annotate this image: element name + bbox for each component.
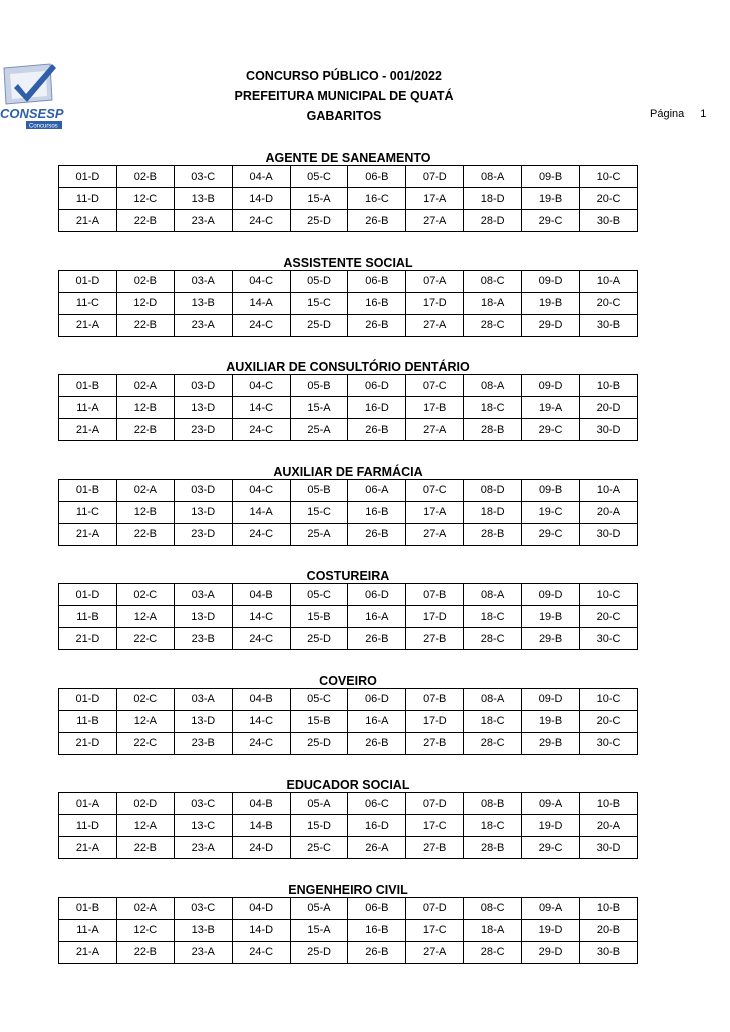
answer-row xyxy=(59,710,638,732)
answer-cell: 03-D xyxy=(174,479,232,501)
section-title: COSTUREIRA xyxy=(306,569,390,583)
answer-row xyxy=(59,397,638,419)
answer-cell: 12-C xyxy=(116,188,174,210)
answer-cell: 19-B xyxy=(522,606,580,628)
answer-cell: 20-A xyxy=(580,815,638,837)
answer-cell: 07-A xyxy=(406,270,464,292)
answer-cell: 29-C xyxy=(522,419,580,441)
answer-cell: 05-B xyxy=(290,479,348,501)
answer-cell: 15-A xyxy=(290,397,348,419)
answer-cell: 16-B xyxy=(348,919,406,941)
svg-text:Concursos: Concursos xyxy=(29,123,58,130)
answer-key-section xyxy=(58,355,638,460)
answer-cell: 02-B xyxy=(116,166,174,188)
answer-keys-title: GABARITOS xyxy=(306,109,382,123)
page-label: Página xyxy=(650,108,685,120)
answer-cell: 22-B xyxy=(116,837,174,859)
answer-cell: 29-C xyxy=(522,523,580,545)
answer-row xyxy=(59,628,638,650)
answer-cell: 13-D xyxy=(174,606,232,628)
answer-cell: 20-B xyxy=(580,919,638,941)
answer-cell: 20-C xyxy=(580,710,638,732)
answer-row xyxy=(59,688,638,710)
answer-cell: 04-B xyxy=(232,793,290,815)
answer-cell: 11-D xyxy=(59,815,117,837)
answer-row xyxy=(59,270,638,292)
answer-cell: 03-D xyxy=(174,375,232,397)
answer-cell: 13-C xyxy=(174,815,232,837)
answer-table xyxy=(58,792,638,859)
answer-cell: 05-A xyxy=(290,897,348,919)
answer-cell: 06-C xyxy=(348,793,406,815)
answer-cell: 10-C xyxy=(580,166,638,188)
answer-cell: 07-B xyxy=(406,688,464,710)
answer-cell: 07-D xyxy=(406,793,464,815)
answer-cell: 19-B xyxy=(522,292,580,314)
answer-cell: 13-D xyxy=(174,710,232,732)
answer-cell: 11-B xyxy=(59,606,117,628)
answer-cell: 22-B xyxy=(116,419,174,441)
answer-cell: 04-B xyxy=(232,688,290,710)
section-title: ASSISTENTE SOCIAL xyxy=(283,255,413,270)
page-indicator xyxy=(650,108,706,120)
answer-cell: 03-C xyxy=(174,793,232,815)
answer-cell: 06-D xyxy=(348,375,406,397)
answer-row xyxy=(59,210,638,232)
answer-cell: 25-C xyxy=(290,837,348,859)
answer-cell: 06-D xyxy=(348,584,406,606)
answer-cell: 08-A xyxy=(464,584,522,606)
answer-cell: 22-B xyxy=(116,210,174,232)
answer-cell: 25-D xyxy=(290,628,348,650)
answer-cell: 30-C xyxy=(580,732,638,754)
answer-cell: 21-D xyxy=(59,732,117,754)
answer-row xyxy=(59,606,638,628)
answer-cell: 11-B xyxy=(59,710,117,732)
answer-table xyxy=(58,374,638,441)
answer-cell: 26-B xyxy=(348,628,406,650)
answer-cell: 25-A xyxy=(290,419,348,441)
answer-cell: 05-B xyxy=(290,375,348,397)
answer-cell: 03-A xyxy=(174,584,232,606)
answer-key-section xyxy=(58,773,638,878)
answer-row xyxy=(59,793,638,815)
answer-cell: 17-D xyxy=(406,292,464,314)
answer-cell: 24-C xyxy=(232,523,290,545)
answer-cell: 04-B xyxy=(232,584,290,606)
answer-cell: 12-D xyxy=(116,292,174,314)
answer-cell: 07-D xyxy=(406,166,464,188)
answer-cell: 15-C xyxy=(290,292,348,314)
section-title: AGENTE DE SANEAMENTO xyxy=(265,151,431,165)
answer-cell: 13-B xyxy=(174,919,232,941)
answer-cell: 02-A xyxy=(116,375,174,397)
answer-cell: 16-D xyxy=(348,815,406,837)
answer-cell: 23-A xyxy=(174,837,232,859)
consesp-logo xyxy=(0,62,64,132)
answer-cell: 01-D xyxy=(59,166,117,188)
answer-cell: 28-B xyxy=(464,419,522,441)
answer-cell: 25-D xyxy=(290,941,348,963)
answer-cell: 17-C xyxy=(406,815,464,837)
answer-cell: 08-C xyxy=(464,897,522,919)
svg-text:CONSESP: CONSESP xyxy=(0,106,64,121)
answer-cell: 22-B xyxy=(116,523,174,545)
answer-cell: 30-D xyxy=(580,523,638,545)
answer-cell: 11-A xyxy=(59,919,117,941)
answer-cell: 29-D xyxy=(522,314,580,336)
answer-cell: 18-C xyxy=(464,397,522,419)
answer-cell: 03-A xyxy=(174,270,232,292)
answer-cell: 22-C xyxy=(116,628,174,650)
answer-cell: 11-C xyxy=(59,292,117,314)
answer-cell: 08-A xyxy=(464,688,522,710)
answer-cell: 08-B xyxy=(464,793,522,815)
answer-cell: 17-A xyxy=(406,501,464,523)
answer-cell: 26-B xyxy=(348,314,406,336)
answer-cell: 02-C xyxy=(116,584,174,606)
answer-cell: 06-B xyxy=(348,166,406,188)
answer-cell: 17-A xyxy=(406,188,464,210)
answer-cell: 16-C xyxy=(348,188,406,210)
answer-cell: 21-A xyxy=(59,837,117,859)
answer-cell: 23-A xyxy=(174,941,232,963)
answer-cell: 18-C xyxy=(464,710,522,732)
answer-cell: 29-B xyxy=(522,732,580,754)
answer-cell: 11-A xyxy=(59,397,117,419)
answer-cell: 14-A xyxy=(232,292,290,314)
answer-cell: 21-A xyxy=(59,314,117,336)
answer-row xyxy=(59,897,638,919)
answer-cell: 25-D xyxy=(290,314,348,336)
answer-cell: 16-A xyxy=(348,606,406,628)
answer-cell: 26-B xyxy=(348,732,406,754)
answer-cell: 13-D xyxy=(174,397,232,419)
answer-cell: 29-B xyxy=(522,628,580,650)
answer-cell: 30-D xyxy=(580,419,638,441)
answer-cell: 03-C xyxy=(174,166,232,188)
answer-cell: 28-D xyxy=(464,210,522,232)
answer-cell: 28-C xyxy=(464,941,522,963)
answer-cell: 06-B xyxy=(348,270,406,292)
answer-cell: 05-C xyxy=(290,166,348,188)
answer-cell: 02-A xyxy=(116,897,174,919)
answer-cell: 29-C xyxy=(522,837,580,859)
answer-row xyxy=(59,732,638,754)
answer-cell: 28-C xyxy=(464,628,522,650)
answer-cell: 04-A xyxy=(232,166,290,188)
answer-cell: 16-B xyxy=(348,501,406,523)
answer-cell: 22-B xyxy=(116,941,174,963)
answer-cell: 27-A xyxy=(406,941,464,963)
answer-cell: 15-D xyxy=(290,815,348,837)
answer-cell: 09-D xyxy=(522,270,580,292)
answer-cell: 23-D xyxy=(174,419,232,441)
section-title: EDUCADOR SOCIAL xyxy=(286,778,410,792)
answer-cell: 22-B xyxy=(116,314,174,336)
answer-cell: 24-C xyxy=(232,210,290,232)
answer-cell: 05-C xyxy=(290,688,348,710)
answer-cell: 28-B xyxy=(464,523,522,545)
answer-table xyxy=(58,479,638,546)
answer-cell: 08-D xyxy=(464,479,522,501)
answer-cell: 26-B xyxy=(348,210,406,232)
answer-cell: 04-C xyxy=(232,270,290,292)
answer-cell: 26-B xyxy=(348,941,406,963)
section-title: AUXILIAR DE FARMÁCIA xyxy=(273,464,423,479)
answer-cell: 17-B xyxy=(406,397,464,419)
answer-cell: 11-D xyxy=(59,188,117,210)
answer-cell: 27-B xyxy=(406,837,464,859)
answer-cell: 01-A xyxy=(59,793,117,815)
answer-key-section xyxy=(58,669,638,774)
answer-cell: 12-A xyxy=(116,815,174,837)
answer-cell: 17-D xyxy=(406,710,464,732)
answer-cell: 13-B xyxy=(174,292,232,314)
answer-cell: 10-A xyxy=(580,270,638,292)
answer-table xyxy=(58,165,638,232)
answer-cell: 12-A xyxy=(116,606,174,628)
answer-cell: 18-C xyxy=(464,606,522,628)
answer-cell: 12-A xyxy=(116,710,174,732)
answer-cell: 13-D xyxy=(174,501,232,523)
answer-cell: 30-B xyxy=(580,941,638,963)
answer-cell: 14-C xyxy=(232,710,290,732)
answer-cell: 07-C xyxy=(406,479,464,501)
answer-cell: 20-C xyxy=(580,606,638,628)
answer-row xyxy=(59,188,638,210)
answer-cell: 09-B xyxy=(522,166,580,188)
answer-cell: 27-A xyxy=(406,419,464,441)
answer-cell: 24-C xyxy=(232,732,290,754)
answer-cell: 13-B xyxy=(174,188,232,210)
answer-cell: 18-A xyxy=(464,919,522,941)
answer-cell: 06-D xyxy=(348,688,406,710)
answer-cell: 15-C xyxy=(290,501,348,523)
answer-cell: 19-D xyxy=(522,815,580,837)
answer-row xyxy=(59,501,638,523)
answer-cell: 26-B xyxy=(348,419,406,441)
answer-cell: 18-A xyxy=(464,292,522,314)
answer-cell: 20-C xyxy=(580,292,638,314)
answer-cell: 14-A xyxy=(232,501,290,523)
answer-cell: 10-C xyxy=(580,584,638,606)
contest-title: CONCURSO PÚBLICO - 001/2022 xyxy=(246,69,442,83)
answer-row xyxy=(59,584,638,606)
answer-cell: 01-B xyxy=(59,897,117,919)
answer-cell: 28-C xyxy=(464,314,522,336)
answer-cell: 04-D xyxy=(232,897,290,919)
answer-cell: 27-A xyxy=(406,314,464,336)
answer-cell: 17-D xyxy=(406,606,464,628)
answer-key-section xyxy=(58,460,638,565)
answer-cell: 04-C xyxy=(232,479,290,501)
answer-cell: 07-D xyxy=(406,897,464,919)
answer-cell: 10-C xyxy=(580,688,638,710)
answer-cell: 12-B xyxy=(116,501,174,523)
answer-cell: 09-A xyxy=(522,897,580,919)
section-title: AUXILIAR DE CONSULTÓRIO DENTÁRIO xyxy=(226,360,470,374)
answer-cell: 21-A xyxy=(59,419,117,441)
answer-cell: 20-D xyxy=(580,397,638,419)
answer-cell: 29-C xyxy=(522,210,580,232)
answer-row xyxy=(59,375,638,397)
answer-cell: 23-A xyxy=(174,314,232,336)
section-title: COVEIRO xyxy=(319,673,377,688)
answer-cell: 01-D xyxy=(59,688,117,710)
answer-cell: 02-B xyxy=(116,270,174,292)
answer-cell: 23-A xyxy=(174,210,232,232)
answer-cell: 09-A xyxy=(522,793,580,815)
answer-cell: 01-B xyxy=(59,479,117,501)
answer-row xyxy=(59,919,638,941)
answer-cell: 20-A xyxy=(580,501,638,523)
answer-cell: 25-A xyxy=(290,523,348,545)
answer-cell: 16-A xyxy=(348,710,406,732)
answer-row xyxy=(59,523,638,545)
answer-cell: 14-C xyxy=(232,606,290,628)
answer-cell: 23-D xyxy=(174,523,232,545)
answer-cell: 14-B xyxy=(232,815,290,837)
answer-cell: 21-A xyxy=(59,941,117,963)
answer-cell: 08-C xyxy=(464,270,522,292)
answer-cell: 18-D xyxy=(464,188,522,210)
answer-cell: 21-D xyxy=(59,628,117,650)
answer-row xyxy=(59,815,638,837)
answer-cell: 01-B xyxy=(59,375,117,397)
answer-table xyxy=(58,688,638,755)
answer-cell: 23-B xyxy=(174,628,232,650)
answer-cell: 21-A xyxy=(59,210,117,232)
answer-cell: 07-C xyxy=(406,375,464,397)
answer-cell: 19-A xyxy=(522,397,580,419)
answer-cell: 28-C xyxy=(464,732,522,754)
answer-cell: 28-B xyxy=(464,837,522,859)
answer-cell: 30-B xyxy=(580,210,638,232)
answer-cell: 06-A xyxy=(348,479,406,501)
answer-cell: 08-A xyxy=(464,375,522,397)
answer-row xyxy=(59,292,638,314)
answer-cell: 14-D xyxy=(232,919,290,941)
answer-cell: 23-B xyxy=(174,732,232,754)
answer-key-section xyxy=(58,146,638,251)
answer-cell: 24-D xyxy=(232,837,290,859)
answer-cell: 24-C xyxy=(232,314,290,336)
answer-cell: 10-A xyxy=(580,479,638,501)
answer-cell: 15-B xyxy=(290,606,348,628)
answer-cell: 10-B xyxy=(580,897,638,919)
answer-cell: 16-D xyxy=(348,397,406,419)
answer-cell: 30-C xyxy=(580,628,638,650)
answer-cell: 15-A xyxy=(290,188,348,210)
answer-cell: 03-A xyxy=(174,688,232,710)
answer-cell: 05-A xyxy=(290,793,348,815)
answer-cell: 01-D xyxy=(59,584,117,606)
answer-cell: 07-B xyxy=(406,584,464,606)
answer-cell: 24-C xyxy=(232,419,290,441)
answer-key-section xyxy=(58,251,638,356)
page-number: 1 xyxy=(700,108,707,120)
answer-cell: 02-D xyxy=(116,793,174,815)
answer-cell: 12-C xyxy=(116,919,174,941)
municipality-title: PREFEITURA MUNICIPAL DE QUATÁ xyxy=(234,89,454,103)
answer-cell: 14-D xyxy=(232,188,290,210)
answer-cell: 26-B xyxy=(348,523,406,545)
answer-cell: 09-D xyxy=(522,584,580,606)
answer-table xyxy=(58,897,638,964)
answer-cell: 08-A xyxy=(464,166,522,188)
answer-cell: 12-B xyxy=(116,397,174,419)
answer-cell: 30-B xyxy=(580,314,638,336)
answer-row xyxy=(59,837,638,859)
answer-cell: 30-D xyxy=(580,837,638,859)
answer-cell: 02-C xyxy=(116,688,174,710)
answer-cell: 09-D xyxy=(522,375,580,397)
answer-table xyxy=(58,270,638,337)
answer-cell: 21-A xyxy=(59,523,117,545)
answer-cell: 25-D xyxy=(290,210,348,232)
answer-cell: 18-C xyxy=(464,815,522,837)
answer-cell: 29-D xyxy=(522,941,580,963)
answer-row xyxy=(59,314,638,336)
answer-cell: 04-C xyxy=(232,375,290,397)
answer-cell: 02-A xyxy=(116,479,174,501)
answer-cell: 09-D xyxy=(522,688,580,710)
answer-cell: 19-B xyxy=(522,710,580,732)
answer-cell: 10-B xyxy=(580,375,638,397)
answer-key-sections xyxy=(58,146,638,982)
answer-cell: 14-C xyxy=(232,397,290,419)
answer-cell: 10-B xyxy=(580,793,638,815)
answer-row xyxy=(59,419,638,441)
answer-cell: 16-B xyxy=(348,292,406,314)
answer-cell: 15-A xyxy=(290,919,348,941)
answer-row xyxy=(59,479,638,501)
answer-row xyxy=(59,941,638,963)
answer-cell: 25-D xyxy=(290,732,348,754)
answer-cell: 20-C xyxy=(580,188,638,210)
answer-cell: 05-D xyxy=(290,270,348,292)
answer-cell: 15-B xyxy=(290,710,348,732)
answer-cell: 19-D xyxy=(522,919,580,941)
answer-cell: 09-B xyxy=(522,479,580,501)
answer-cell: 27-A xyxy=(406,523,464,545)
answer-key-section xyxy=(58,878,638,983)
answer-cell: 24-C xyxy=(232,941,290,963)
answer-table xyxy=(58,583,638,650)
answer-cell: 24-C xyxy=(232,628,290,650)
answer-cell: 17-C xyxy=(406,919,464,941)
answer-cell: 05-C xyxy=(290,584,348,606)
answer-cell: 11-C xyxy=(59,501,117,523)
answer-cell: 22-C xyxy=(116,732,174,754)
answer-cell: 27-A xyxy=(406,210,464,232)
answer-cell: 03-C xyxy=(174,897,232,919)
answer-cell: 19-B xyxy=(522,188,580,210)
answer-row xyxy=(59,166,638,188)
answer-cell: 06-B xyxy=(348,897,406,919)
answer-key-section xyxy=(58,564,638,669)
answer-cell: 26-A xyxy=(348,837,406,859)
section-title: ENGENHEIRO CIVIL xyxy=(288,882,408,897)
answer-cell: 27-B xyxy=(406,628,464,650)
answer-cell: 18-D xyxy=(464,501,522,523)
answer-cell: 27-B xyxy=(406,732,464,754)
answer-cell: 19-C xyxy=(522,501,580,523)
document-header xyxy=(200,66,488,126)
answer-cell: 01-D xyxy=(59,270,117,292)
